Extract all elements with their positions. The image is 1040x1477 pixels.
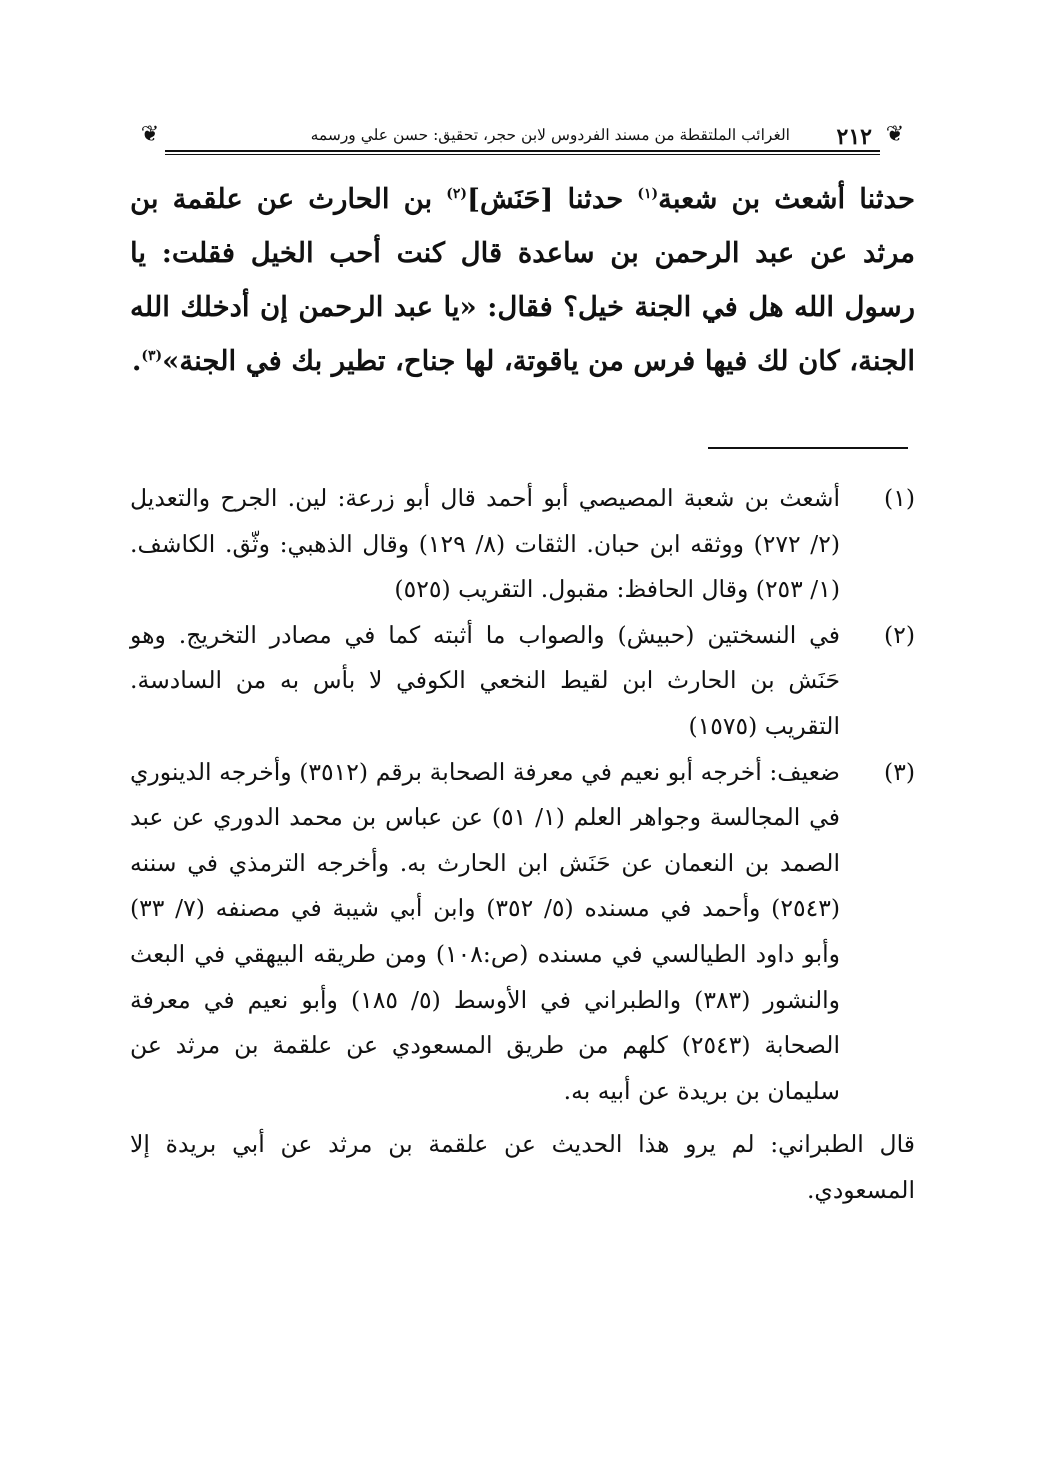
- footnote-number: (١): [884, 484, 915, 512]
- footnote-text: ضعيف: أخرجه أبو نعيم في معرفة الصحابة برقم (٣٥١٢) وأخرجه الدينوري في المجالسة وجواهر العلم (١/ ٥١) عن عباس بن محمد الدوري عن عبد الصمد بن النعمان عن حَنَش ابن الحارث به. وأخرجه الترمذي في سننه (٢٥٤٣) وأحمد في مسنده (٥/ ٣٥٢) وابن أبي شيبة في مصنفه (٧/ ٣٣) وأبو داود الطيالسي في مسنده (ص:١٠٨) ومن طريقه البيهقي في البعث والنشور (٣٨٣) والطبراني في الأوسط (٥/ ١٨٥) وأبو نعيم في معرفة الصحابة (٢٥٤٣) كلهم من طريق المسعودي عن علقمة بن مرثد عن سليمان بن بريدة عن أبيه به.: [130, 757, 840, 1105]
- footnote-separator: [708, 447, 908, 449]
- footnote-number: (٣): [884, 757, 915, 786]
- isnad-part-2: حدثنا [حَنَش]: [467, 183, 638, 215]
- ornament-right-icon: ❦: [885, 122, 905, 147]
- footnote-text: في النسختين (حبيش) والصواب ما أثبته كما في مصادر التخريج. وهو حَنَش بن الحارث ابن لقيط النخعي الكوفي لا بأس به من السادسة. التقريب (١٥٧٥): [130, 620, 840, 740]
- ornament-left-icon: ❦: [140, 122, 160, 147]
- footnote-text: أشعث بن شعبة المصيصي أبو أحمد قال أبو زرعة: لين. الجرح والتعديل (٢/ ٢٧٢) ووثقه ابن حبان. الثقات (٨/ ١٢٩) وقال الذهبي: وثّق. الكاشف. (١/ ٢٥٣) وقال الحافظ: مقبول. التقريب (٥٢٥): [130, 484, 840, 604]
- isnad-part-3: بن الحارث عن علقمة بن مرثد عن عبد الرحمن بن ساعدة قال كنت أحب الخيل فقلت: يا رسول الله هل في الجنة خيل؟ فقال:: [130, 183, 915, 323]
- footnote-number: (٢): [884, 620, 915, 649]
- hadith-text: «يا عبد الرحمن إن أدخلك الله الجنة، كان لك فيها فرس من ياقوتة، لها جناح، تطير بك في الجنة»: [130, 291, 915, 377]
- footnote-3: [130, 750, 915, 1115]
- hadith-paragraph: [130, 172, 915, 388]
- running-title: الغرائب الملتقطة من مسند الفردوس لابن حجر، تحقيق: حسن علي ورسمه: [310, 126, 790, 144]
- page-header: [135, 118, 910, 156]
- main-text: [130, 172, 915, 388]
- isnad-part-1: حدثنا أشعث بن شعبة: [658, 183, 915, 215]
- footnote-1: [130, 476, 915, 613]
- footnote-2: [130, 613, 915, 750]
- header-rule-thick: [165, 150, 880, 152]
- page-number: ٢١٢: [836, 124, 872, 150]
- footnote-continuation: قال الطبراني: لم يرو هذا الحديث عن علقمة بن مرثد عن أبي بريدة إلا المسعودي.: [130, 1130, 915, 1204]
- footnote-ref-1[interactable]: (١): [637, 185, 659, 202]
- end-mark: .: [131, 345, 142, 377]
- footnote-ref-3[interactable]: (٣): [141, 347, 163, 364]
- footnotes: [130, 476, 915, 1214]
- footnote-ref-2[interactable]: (٢): [446, 185, 468, 202]
- header-rule-thin: [165, 154, 880, 155]
